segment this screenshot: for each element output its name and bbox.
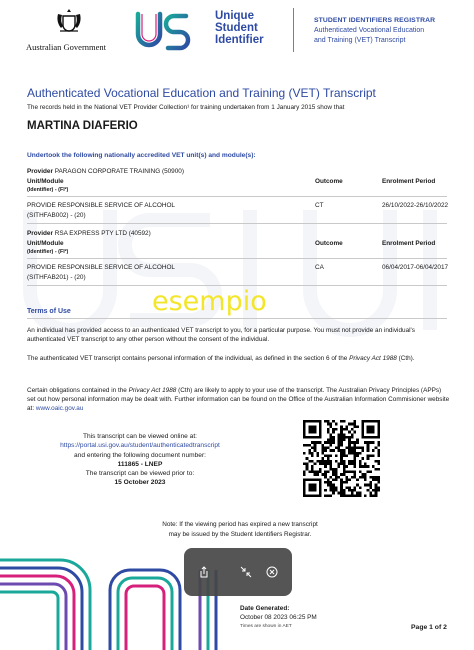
provider-name: RSA EXPRESS PTY LTD (40592)	[54, 230, 151, 237]
registrar-subtitle-1: Authenticated Vocational Education	[314, 27, 425, 34]
unit-name: PROVIDE RESPONSIBLE SERVICE OF ALCOHOL	[27, 202, 175, 209]
provider-block	[27, 230, 447, 290]
share-button[interactable]	[192, 560, 216, 584]
expiry-date: 15 October 2023	[114, 479, 166, 487]
registrar-block	[314, 16, 470, 46]
terms-divider	[27, 318, 447, 319]
unit-label: Unit/Module	[27, 178, 64, 185]
qr-code[interactable]	[303, 420, 380, 497]
identifier-label: (Identifier) - (FI²)	[27, 249, 69, 255]
intro-text: The records held in the National VET Provider Collection¹ for training undertaken from 1 January 2015 show that	[27, 104, 345, 111]
page-number: Page 1 of 2	[411, 624, 447, 631]
generated-value: October 08 2023 06:25 PM	[240, 614, 317, 621]
row-divider	[27, 196, 447, 197]
provider-label: Provider	[27, 230, 53, 237]
privacy-act-ref: Privacy Act 1988	[349, 355, 397, 362]
unit-identifier: (SITHFAB201) - (20)	[27, 274, 86, 281]
expiry-note	[110, 520, 370, 539]
terms-p2-text: The authenticated VET transcript contains personal information of the individual, as defined in the section 6 of the	[27, 355, 350, 362]
registrar-subtitle-2: and Training (VET) Transcript	[314, 37, 406, 44]
unit-label: Unit/Module	[27, 240, 64, 247]
oaic-link[interactable]: www.oaic.gov.au	[35, 405, 84, 412]
viewing-line-3: and entering the following document number:	[74, 451, 206, 459]
viewer-toolbar	[184, 548, 292, 596]
document-header	[0, 0, 474, 68]
terms-p2-end: (Cth).	[396, 355, 415, 362]
viewing-instructions	[20, 432, 260, 488]
coat-of-arms-icon	[54, 6, 84, 36]
portal-link[interactable]: https://portal.usi.gov.au/student/authenticatedtranscript	[60, 442, 220, 450]
tagline-line-2: Student	[215, 22, 258, 34]
close-button[interactable]	[260, 560, 284, 584]
period-header: Enrolment Period	[382, 178, 436, 185]
unit-name: PROVIDE RESPONSIBLE SERVICE OF ALCOHOL	[27, 264, 175, 271]
row-divider	[27, 258, 447, 259]
usi-tagline	[215, 10, 285, 46]
privacy-act-ref: Privacy Act 1988	[128, 387, 177, 394]
row-divider	[27, 223, 447, 224]
terms-p3-text: Certain obligations contained in the	[27, 387, 129, 394]
unit-identifier: (SITHFAB002) - (20)	[27, 212, 86, 219]
unit-period: 06/04/2017-06/04/2017	[382, 264, 449, 271]
note-line-1: Note: If the viewing period has expired a new transcript	[162, 521, 318, 528]
close-icon	[266, 566, 278, 578]
unit-outcome: CA	[315, 264, 324, 271]
share-icon	[198, 566, 210, 578]
provider-name: PARAGON CORPORATE TRAINING (50900)	[54, 168, 184, 175]
australian-government-logo	[26, 6, 118, 56]
period-header: Enrolment Period	[382, 240, 436, 247]
generated-info	[240, 604, 317, 631]
provider-block	[27, 168, 447, 228]
outcome-header: Outcome	[315, 240, 343, 247]
terms-paragraph-2	[27, 354, 451, 363]
unit-period: 26/10/2022-26/10/2022	[382, 202, 449, 209]
header-divider	[293, 8, 294, 52]
note-line-2: may be issued by the Student Identifiers Registrar.	[168, 530, 312, 538]
shrink-icon	[240, 566, 252, 578]
student-name: MARTINA DIAFERIO	[27, 120, 138, 132]
terms-heading: Terms of Use	[27, 308, 71, 315]
document-number: 111865 - LNEP	[117, 460, 163, 468]
outcome-header: Outcome	[315, 178, 343, 185]
terms-paragraph-3	[27, 386, 451, 413]
terms-p3-body: (Cth) are likely to apply to your use of the transcript. The Australian Privacy Principles (APPs) set out how personal information may be dealt with. Further information can be found on the Office of the Australian Information Commisioner website at:	[27, 387, 450, 412]
viewing-line-5: The transcript can be viewed prior to:	[85, 470, 195, 478]
tagline-line-3: Identifier	[215, 34, 264, 46]
time-zone-note: Times are shown in AET	[240, 624, 292, 629]
identifier-label: (Identifier) - (FI²)	[27, 187, 69, 193]
registrar-title: STUDENT IDENTIFIERS REGISTRAR	[314, 17, 436, 24]
tagline-line-1: Unique	[215, 10, 254, 22]
terms-paragraph-1: An individual has provided access to an authenticated VET transcript to you, for a particular purpose. You must not provide an individual's authenticated VET transcript to any other person without the consent of the individual.	[27, 327, 415, 343]
usi-logo	[134, 10, 208, 52]
unit-outcome: CT	[315, 202, 324, 209]
sample-watermark-text: esempio	[152, 286, 267, 317]
generated-label: Date Generated:	[240, 605, 290, 612]
government-label: Australian Government	[26, 42, 107, 52]
undertook-heading: Undertook the following nationally accredited VET unit(s) and module(s):	[27, 152, 256, 159]
viewing-line-1: This transcript can be viewed online at:	[83, 433, 197, 440]
provider-label: Provider	[27, 168, 53, 175]
shrink-button[interactable]	[234, 560, 258, 584]
document-title: Authenticated Vocational Education and Training (VET) Transcript	[27, 86, 376, 100]
